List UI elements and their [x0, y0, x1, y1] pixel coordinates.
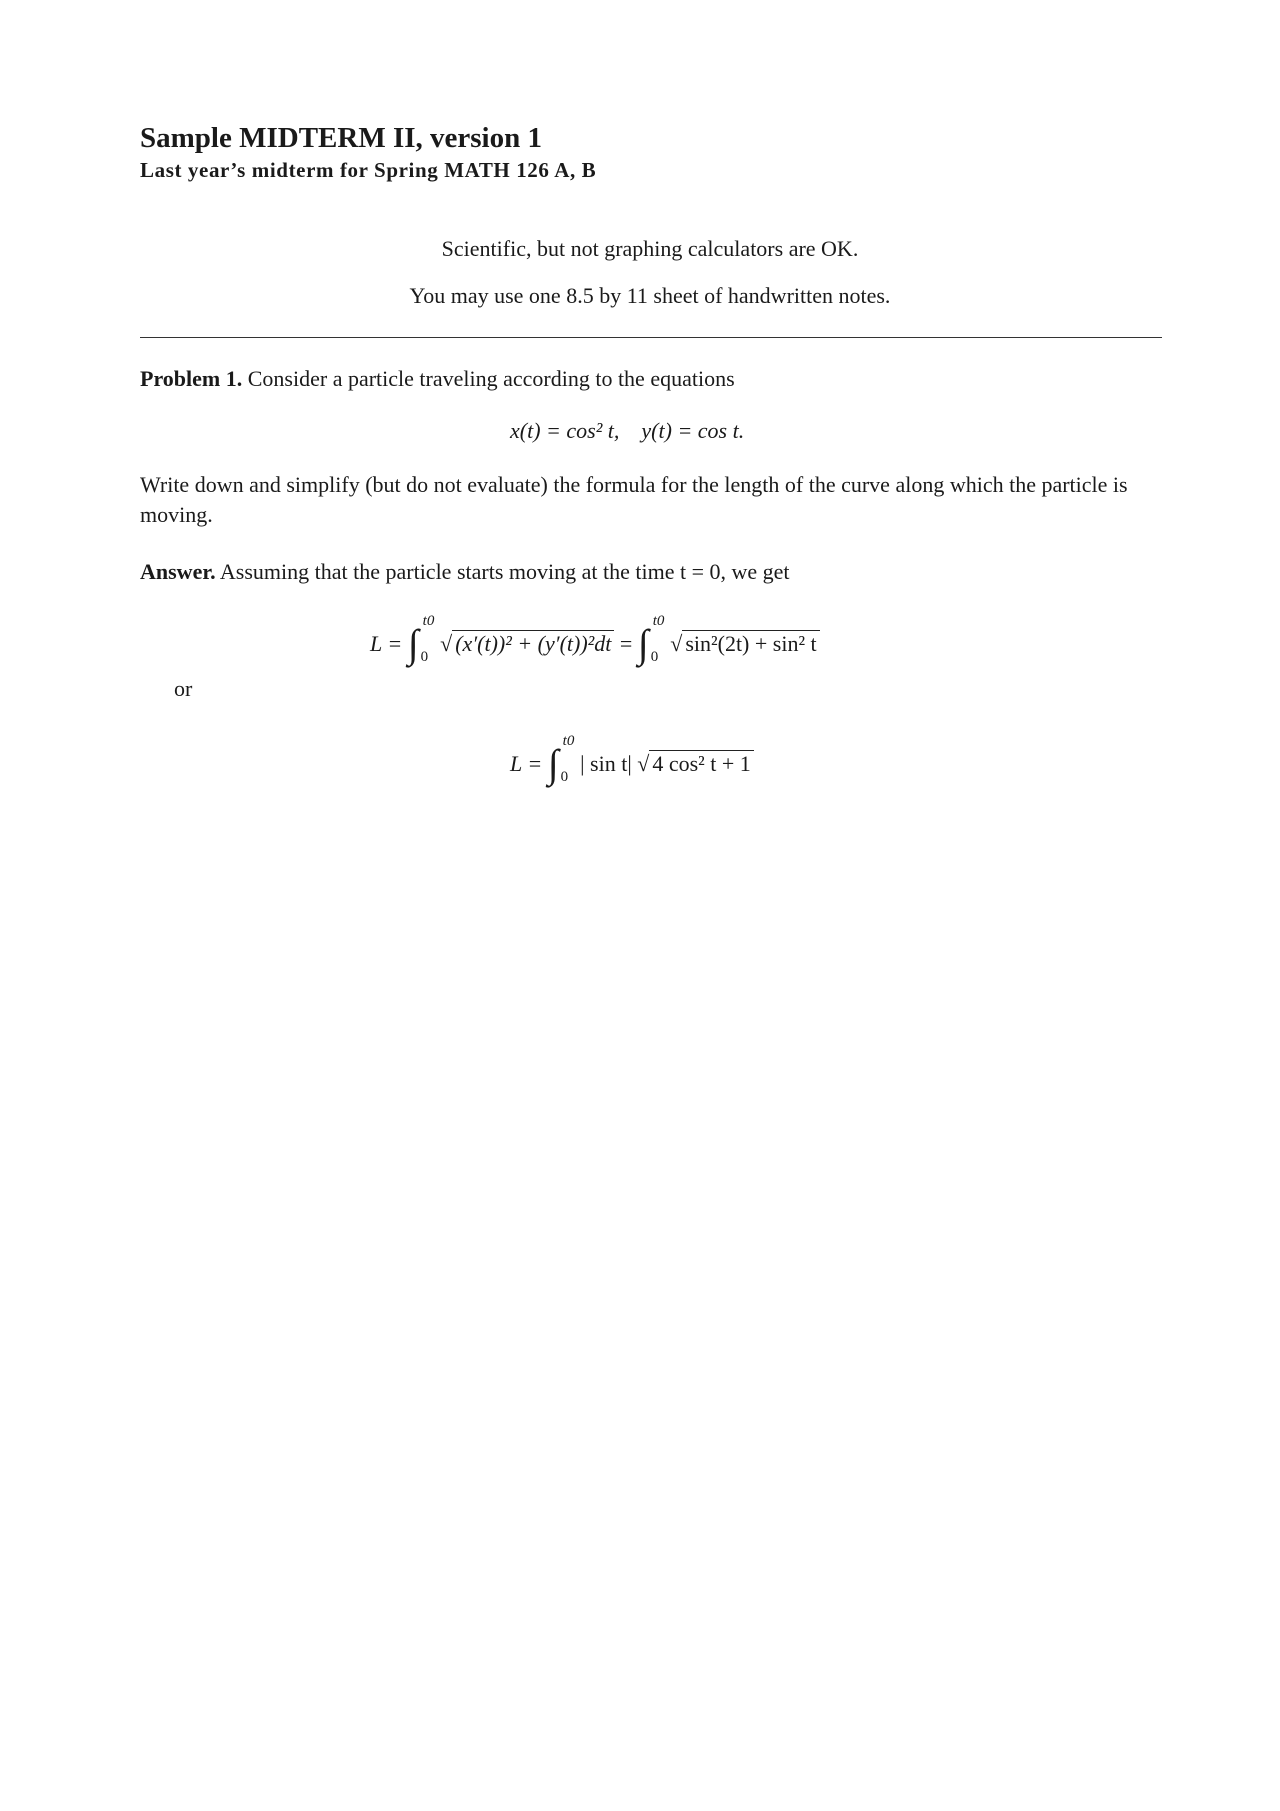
document-title: Sample MIDTERM II, version 1	[140, 122, 542, 154]
arc-length-formula-2	[510, 732, 754, 786]
section-divider	[140, 337, 1162, 338]
document-subtitle: Last year’s midterm for Spring MATH 126 A, B	[140, 158, 597, 182]
instruction-calculators: Scientific, but not graphing calculators are OK.	[441, 236, 859, 261]
equation-y: y(t) = cos t.	[641, 418, 745, 443]
lower-limit-2: 0	[650, 648, 659, 665]
formula-2-abs: | sin t|	[580, 751, 632, 776]
problem-1-question: Write down and simplify (but do not evaluate) the formula for the length of the curve along which the particle is moving.	[140, 472, 1128, 527]
upper-limit-3: t0	[562, 732, 575, 749]
answer-statement	[140, 559, 790, 585]
formula-1-integrand-2: sin²(2t) + sin² t	[685, 631, 817, 656]
upper-limit-2: t0	[652, 612, 665, 629]
instruction-notes: You may use one 8.5 by 11 sheet of handwritten notes.	[409, 283, 891, 308]
formula-1-integrand: (x′(t))² + (y′(t))²dt	[455, 631, 612, 656]
upper-limit: t0	[422, 612, 435, 629]
formula-1-equals: =	[619, 631, 633, 656]
integral-sign-icon: ∫	[547, 741, 559, 786]
sqrt-icon: √	[670, 631, 683, 656]
sqrt-icon: √	[440, 631, 453, 656]
formula-2-lhs: L =	[510, 751, 543, 776]
answer-or: or	[174, 676, 193, 701]
lower-limit: 0	[420, 648, 429, 665]
integral-limits-2	[649, 612, 665, 665]
formula-1-lhs: L =	[370, 631, 403, 656]
integral-limits	[419, 612, 435, 665]
integral-sign-icon: ∫	[407, 621, 419, 666]
problem-1-label: Problem 1.	[140, 366, 243, 391]
lower-limit-3: 0	[560, 768, 569, 785]
problem-1-equations	[510, 418, 744, 444]
integral-limits-3	[559, 732, 575, 785]
sqrt-icon: √	[637, 751, 650, 776]
integral-sign-icon: ∫	[637, 621, 649, 666]
answer-intro: Assuming that the particle starts moving at the time t = 0, we get	[219, 559, 790, 584]
problem-1-statement	[140, 366, 735, 392]
problem-1-intro: Consider a particle traveling according to the equations	[247, 366, 735, 391]
answer-label: Answer.	[140, 559, 216, 584]
equation-x: x(t) = cos² t,	[510, 418, 620, 443]
formula-2-root: 4 cos² t + 1	[652, 751, 751, 776]
arc-length-formula-1	[370, 612, 820, 666]
